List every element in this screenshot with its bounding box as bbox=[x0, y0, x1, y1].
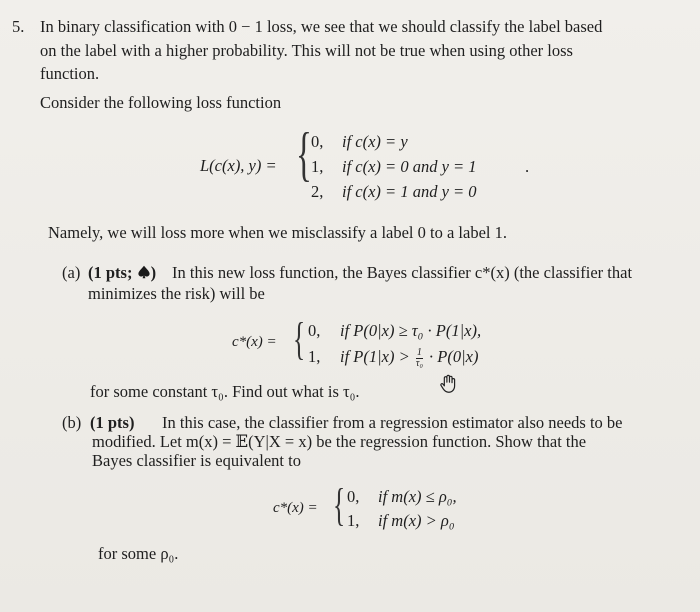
part-b-text-3: Bayes classifier is equivalent to bbox=[92, 451, 301, 470]
part-b-brace: { bbox=[333, 479, 346, 530]
spade-icon bbox=[137, 265, 151, 279]
loss-case-2-value: 1, bbox=[311, 157, 324, 176]
fraction-one-over-tau: $\frac{1}{\text{τ₀}}$ bbox=[415, 346, 423, 369]
namely-line: Namely, we will loss more when we misclassify a label 0 to a label 1. bbox=[48, 223, 507, 242]
part-b-case-2-value: 1, bbox=[347, 511, 360, 530]
hand-pointer-icon bbox=[437, 373, 459, 395]
part-b-text-2: modified. Let m(x) = 𝔼(Y|X = x) be the regression function. Show that the bbox=[92, 432, 587, 451]
part-a-points: (1 pts; ) bbox=[88, 263, 157, 282]
part-a-closing: for some constant τ₀. Find out what is τ₀. bbox=[90, 382, 360, 401]
consider-line: Consider the following loss function bbox=[40, 93, 282, 112]
part-b-case-1-value: 0, bbox=[347, 487, 360, 506]
intro-line-3: function. bbox=[40, 64, 100, 83]
loss-case-1-condition: if c(x) = y bbox=[342, 132, 408, 151]
loss-case-3-condition: if c(x) = 1 and y = 0 bbox=[342, 182, 477, 201]
part-b-closing: for some ρ₀. bbox=[98, 544, 179, 563]
part-b-case-2-condition: if m(x) > ρ₀ bbox=[378, 511, 455, 530]
part-b-text-1: In this case, the classifier from a regression estimator also needs to be bbox=[162, 413, 623, 432]
intro-line-1: In binary classification with 0 − 1 loss, we see that we should classify the label based bbox=[40, 17, 603, 36]
part-b-lhs: c*(x) = bbox=[273, 500, 318, 516]
loss-case-3-value: 2, bbox=[311, 182, 324, 201]
part-a-brace: { bbox=[293, 313, 306, 364]
part-a-case-2-condition: if P(1|x) > $\frac{1}{\text{τ₀}}$ · P(0|x) bbox=[340, 346, 479, 369]
part-b-points: (1 pts) bbox=[90, 413, 135, 432]
part-a-case-1-value: 0, bbox=[308, 321, 321, 340]
part-a-label: (a) bbox=[62, 263, 81, 282]
loss-brace: { bbox=[296, 121, 312, 187]
intro-line-2: on the label with a higher probability. This will not be true when using other loss bbox=[40, 41, 573, 60]
part-a-lhs: c*(x) = bbox=[232, 334, 277, 350]
loss-period: . bbox=[525, 157, 530, 176]
part-b-case-1-condition: if m(x) ≤ ρ₀, bbox=[378, 487, 457, 506]
loss-lhs: L(c(x), y) = bbox=[200, 156, 277, 175]
loss-case-2-condition: if c(x) = 0 and y = 1 bbox=[342, 157, 477, 176]
loss-case-1-value: 0, bbox=[311, 132, 324, 151]
part-a-text-2: minimizes the risk) will be bbox=[88, 284, 265, 303]
part-a-text-1: In this new loss function, the Bayes classifier c*(x) (the classifier that bbox=[172, 263, 633, 282]
part-a-case-2-value: 1, bbox=[308, 347, 321, 366]
part-a-case-1-condition: if P(0|x) ≥ τ₀ · P(1|x), bbox=[340, 321, 482, 340]
part-b-label: (b) bbox=[62, 413, 82, 432]
problem-number: 5. bbox=[12, 17, 25, 36]
